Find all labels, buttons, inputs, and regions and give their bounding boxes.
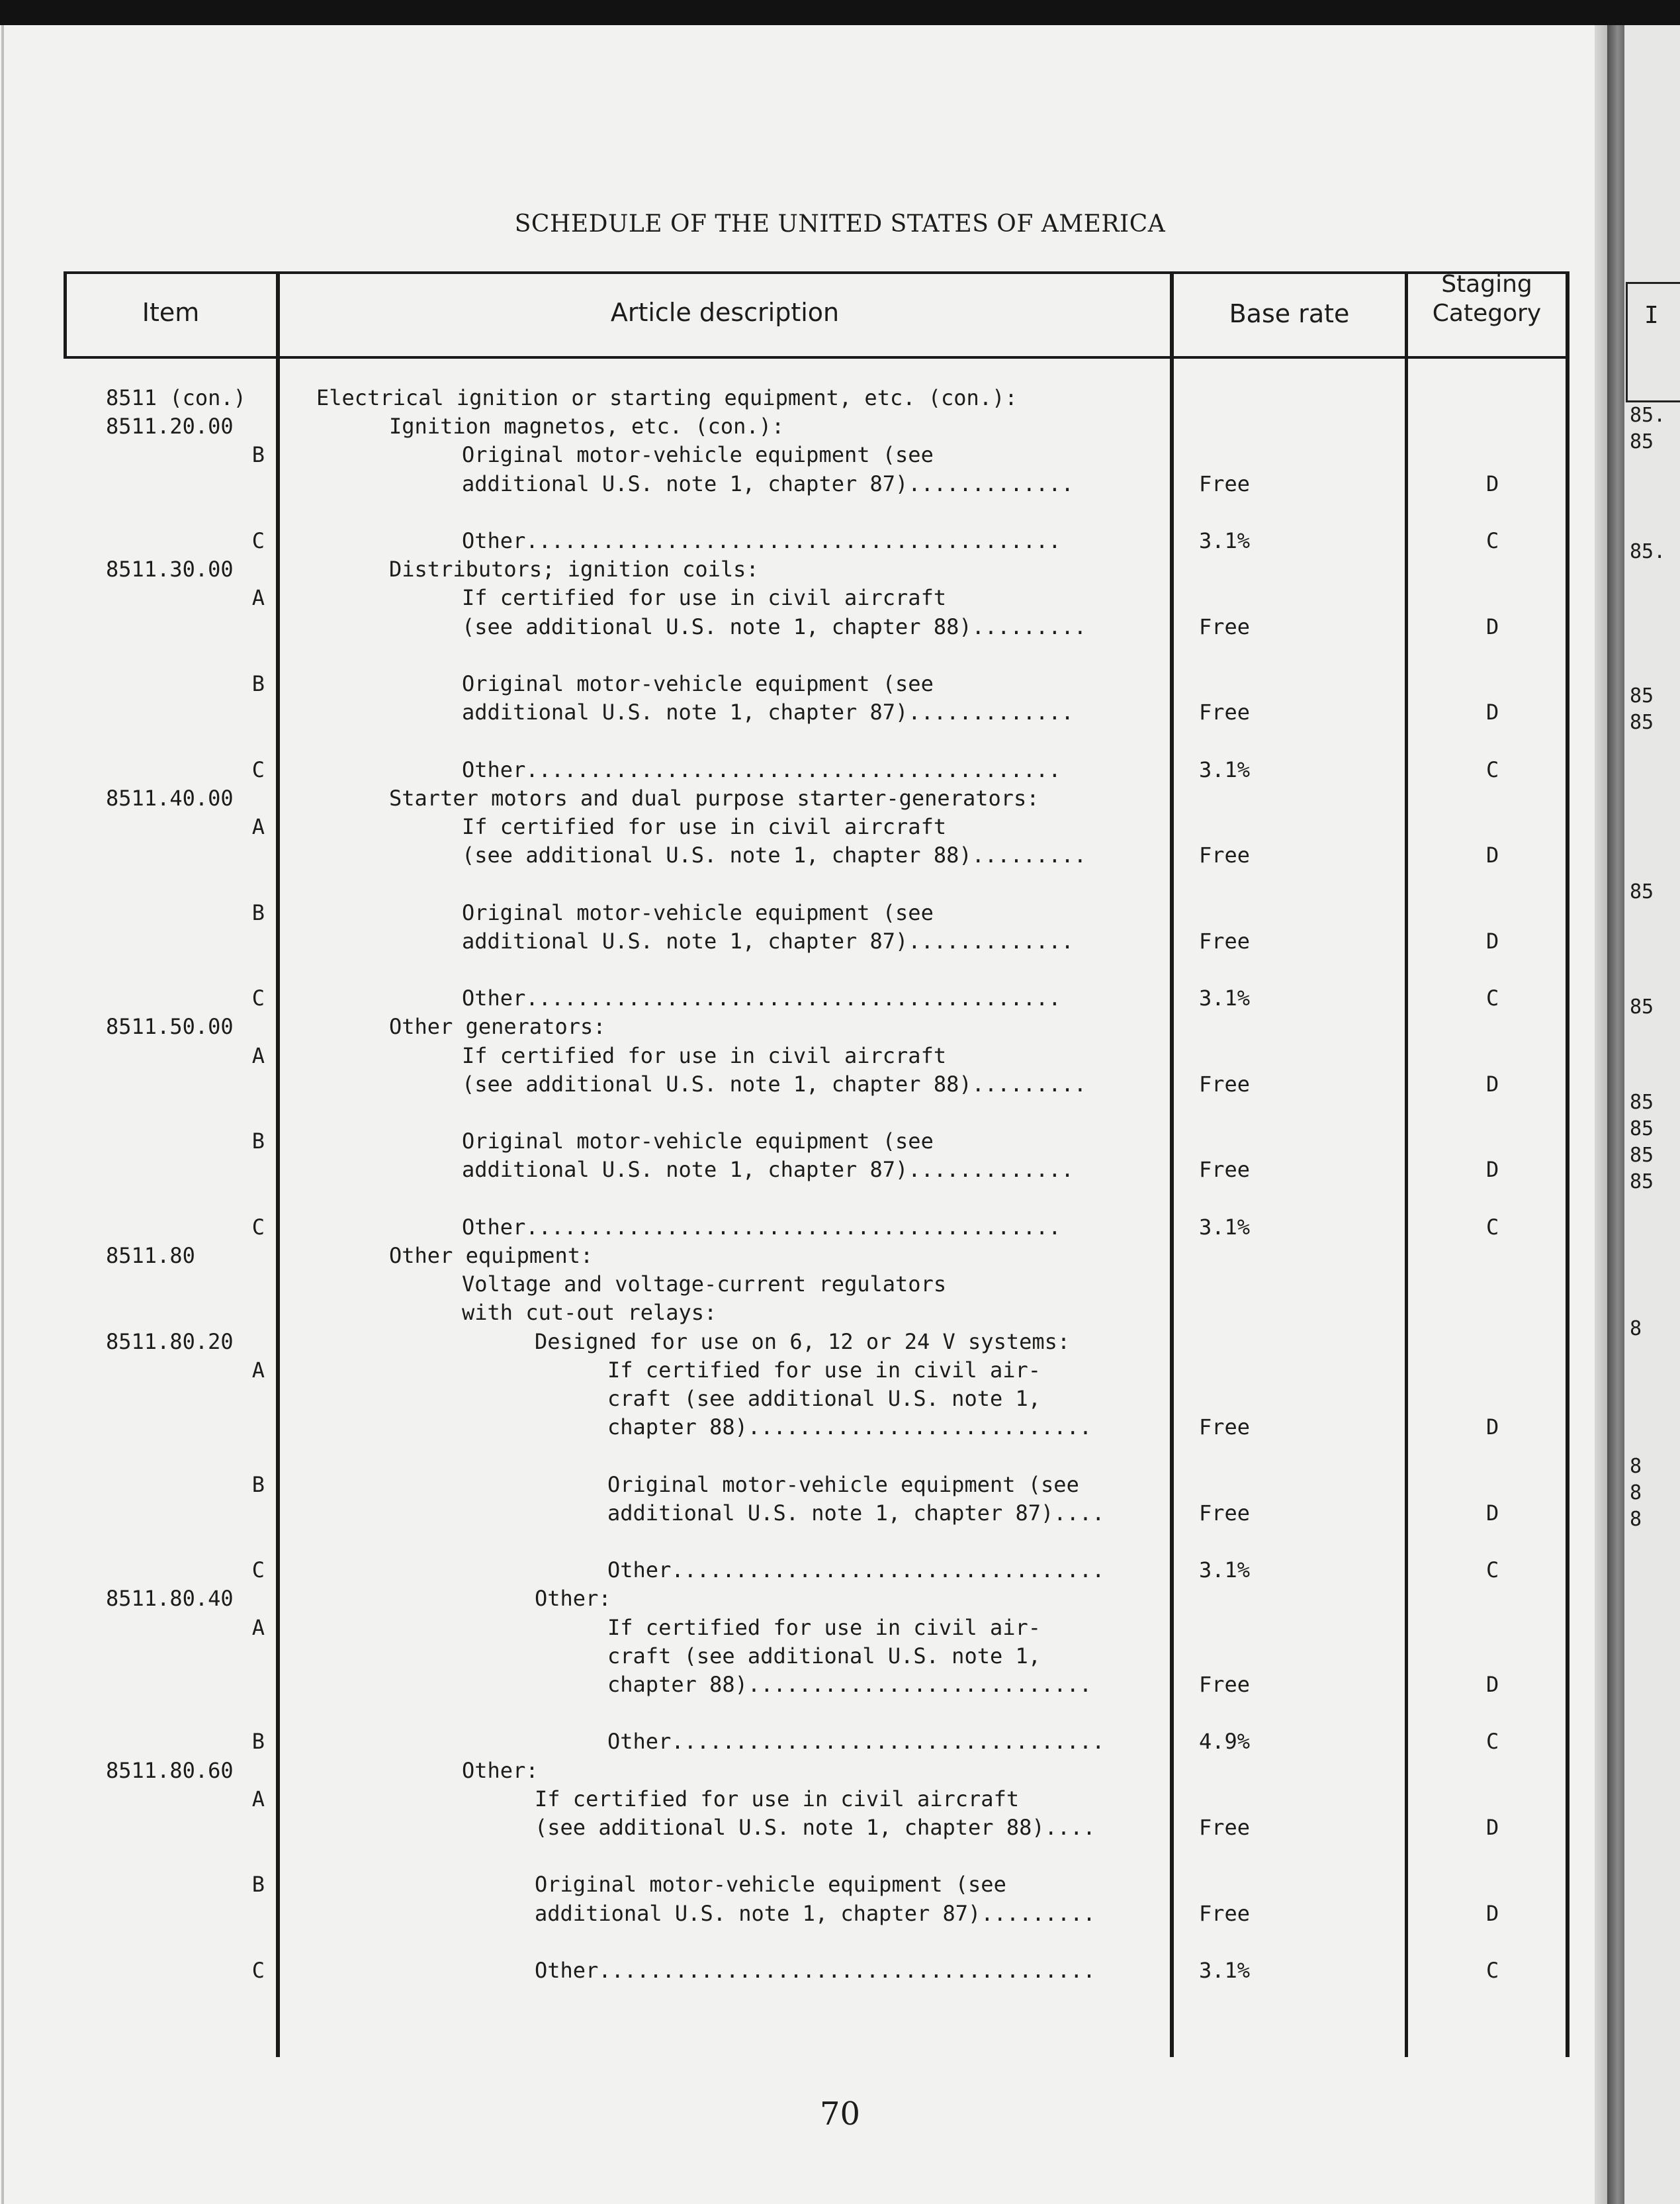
adjacent-page-item-fragment: 85 [1630,430,1654,453]
row-description: Voltage and voltage-current regulators [462,1271,947,1297]
row-description: Other.......................................... [462,986,1061,1011]
staging-header-line-2: Category [1432,300,1542,327]
row-staging-category: D [1486,614,1499,639]
row-item-code: 8511.80.60 [106,1757,234,1783]
adjacent-page-item-fragment: 8 [1630,1317,1642,1340]
row-subitem-letter: B [251,899,265,925]
row-staging-category: D [1486,928,1499,954]
row-subitem-letter: A [251,814,265,839]
page-left-edge [1,25,4,2204]
row-base-rate: Free [1199,471,1251,496]
table-header-rule [64,356,1569,359]
row-description: If certified for use in civil air- [607,1357,1041,1383]
column-header-staging-category [1408,270,1566,328]
row-description: chapter 88)........................... [607,1414,1092,1440]
row-item-code: 8511.50.00 [106,1014,234,1040]
row-base-rate: Free [1199,700,1251,725]
row-description: If certified for use in civil air- [607,1614,1041,1640]
row-item-code: 8511.30.00 [106,557,234,582]
row-base-rate: Free [1199,1414,1251,1440]
row-description: Electrical ignition or starting equipment, etc. (con.): [316,385,1018,410]
row-staging-category: D [1486,1414,1499,1440]
page-gutter [1595,25,1607,2204]
row-staging-category: C [1486,1729,1499,1755]
row-item-code: 8511.80 [106,1243,195,1268]
row-description: Other generators: [389,1014,606,1040]
table-top-rule [64,271,1569,274]
row-staging-category: C [1486,1958,1499,1983]
adjacent-page-item-fragment: 85. [1630,540,1666,563]
row-description: Other: [535,1586,611,1612]
row-base-rate: 3.1% [1199,1214,1251,1240]
adjacent-page-item-fragment: 8 [1630,1481,1642,1504]
row-staging-category: D [1486,1900,1499,1926]
adjacent-page-item-fragment: 8 [1630,1508,1642,1531]
row-subitem-letter: B [251,442,265,468]
row-staging-category: C [1486,986,1499,1011]
row-item-code: 8511.80.40 [106,1586,234,1612]
row-base-rate: Free [1199,1500,1251,1526]
row-subitem-letter: A [251,585,265,611]
adjacent-page-item-fragment: 85 [1630,1117,1654,1140]
row-description: Designed for use on 6, 12 or 24 V systems: [535,1328,1071,1354]
page-title: SCHEDULE OF THE UNITED STATES OF AMERICA [514,210,1166,238]
row-staging-category: D [1486,471,1499,496]
row-description: Other: [462,1757,539,1783]
column-header-description: Article description [610,298,840,327]
row-description: craft (see additional U.S. note 1, [607,1643,1041,1669]
row-description: Starter motors and dual purpose starter-generators: [389,785,1039,811]
adjacent-page-item-fragment: 85 [1630,880,1654,903]
row-description: (see additional U.S. note 1, chapter 88)......... [462,614,1087,639]
column-header-item: Item [142,298,200,327]
row-description: Ignition magnetos, etc. (con.): [389,414,785,439]
row-item-code: 8511.80.20 [106,1328,234,1354]
row-subitem-letter: B [251,671,265,696]
row-subitem-letter: A [251,1614,265,1640]
row-description: Original motor-vehicle equipment (see [462,899,934,925]
column-rule-description [1170,271,1174,2057]
row-base-rate: Free [1199,1071,1251,1097]
row-staging-category: D [1486,1071,1499,1097]
adjacent-page [1624,25,1680,2204]
row-description: Other.................................. [607,1729,1105,1755]
row-base-rate: Free [1199,843,1251,868]
adjacent-page-item-fragment: 85 [1630,1170,1654,1193]
row-staging-category: D [1486,843,1499,868]
book-spine [1607,25,1624,2204]
column-rule-staging [1566,271,1569,2057]
row-description: Original motor-vehicle equipment (see [462,1128,934,1154]
adjacent-page-item-fragment: 85 [1630,1091,1654,1114]
row-item-code: 8511 (con.) [106,385,246,410]
row-description: (see additional U.S. note 1, chapter 88).... [535,1815,1096,1840]
adjacent-page-header-box [1626,282,1680,402]
column-rule-item [276,271,280,2057]
row-description: If certified for use in civil aircraft [462,585,947,611]
row-staging-category: D [1486,700,1499,725]
adjacent-page-header-fragment: I [1644,302,1659,329]
row-description: Original motor-vehicle equipment (see [607,1471,1079,1497]
row-description: (see additional U.S. note 1, chapter 88)......... [462,1071,1087,1097]
row-subitem-letter: C [251,757,265,782]
row-description: Other.......................................... [462,757,1061,782]
row-subitem-letter: B [251,1872,265,1898]
row-staging-category: D [1486,1672,1499,1697]
row-subitem-letter: A [251,1042,265,1068]
row-staging-category: C [1486,1557,1499,1583]
row-base-rate: 3.1% [1199,1958,1251,1983]
row-subitem-letter: A [251,1357,265,1383]
staging-header-line-1: Staging [1441,271,1532,298]
row-description: craft (see additional U.S. note 1, [607,1386,1041,1411]
row-description: additional U.S. note 1, chapter 87)......... [535,1900,1096,1926]
row-base-rate: 3.1% [1199,757,1251,782]
row-description: with cut-out relays: [462,1300,717,1326]
row-subitem-letter: C [251,1557,265,1583]
page-number: 70 [819,2095,861,2133]
row-description: Other.......................................... [462,528,1061,553]
adjacent-page-item-fragment: 85 [1630,995,1654,1019]
row-subitem-letter: A [251,1786,265,1812]
row-description: Distributors; ignition coils: [389,557,759,582]
row-subitem-letter: C [251,1214,265,1240]
row-subitem-letter: C [251,1958,265,1983]
row-base-rate: 3.1% [1199,986,1251,1011]
row-description: additional U.S. note 1, chapter 87)............. [462,471,1074,496]
row-description: If certified for use in civil aircraft [462,814,947,839]
column-rule-base-rate [1405,271,1408,2057]
adjacent-page-item-fragment: 85 [1630,711,1654,734]
row-base-rate: 3.1% [1199,1557,1251,1583]
row-staging-category: C [1486,1214,1499,1240]
row-description: Original motor-vehicle equipment (see [462,671,934,696]
row-description: Other....................................... [535,1958,1096,1983]
row-description: additional U.S. note 1, chapter 87)............. [462,928,1074,954]
row-description: additional U.S. note 1, chapter 87).... [607,1500,1105,1526]
row-description: Original motor-vehicle equipment (see [462,442,934,468]
row-staging-category: D [1486,1157,1499,1183]
row-description: Other.................................. [607,1557,1105,1583]
row-staging-category: C [1486,757,1499,782]
row-base-rate: Free [1199,614,1251,639]
adjacent-page-item-fragment: 85. [1630,404,1666,427]
row-subitem-letter: B [251,1128,265,1154]
row-description: Original motor-vehicle equipment (see [535,1872,1006,1898]
column-header-base-rate: Base rate [1229,299,1350,328]
scan-top-border [0,0,1680,25]
row-description: If certified for use in civil aircraft [462,1042,947,1068]
row-subitem-letter: B [251,1471,265,1497]
row-description: (see additional U.S. note 1, chapter 88)......... [462,843,1087,868]
row-description: additional U.S. note 1, chapter 87)............. [462,1157,1074,1183]
row-description: Other equipment: [389,1243,594,1268]
row-description: additional U.S. note 1, chapter 87)............. [462,700,1074,725]
row-base-rate: 4.9% [1199,1729,1251,1755]
row-subitem-letter: C [251,986,265,1011]
row-item-code: 8511.20.00 [106,414,234,439]
adjacent-page-item-fragment: 85 [1630,1144,1654,1167]
row-base-rate: Free [1199,1900,1251,1926]
row-item-code: 8511.40.00 [106,785,234,811]
row-base-rate: Free [1199,928,1251,954]
adjacent-page-item-fragment: 8 [1630,1455,1642,1478]
row-description: Other.......................................... [462,1214,1061,1240]
row-description: chapter 88)........................... [607,1672,1092,1697]
row-base-rate: Free [1199,1815,1251,1840]
row-base-rate: Free [1199,1157,1251,1183]
row-subitem-letter: B [251,1729,265,1755]
row-staging-category: D [1486,1815,1499,1840]
row-description: If certified for use in civil aircraft [535,1786,1020,1812]
row-base-rate: Free [1199,1672,1251,1697]
row-staging-category: D [1486,1500,1499,1526]
row-subitem-letter: C [251,528,265,553]
row-staging-category: C [1486,528,1499,553]
row-base-rate: 3.1% [1199,528,1251,553]
adjacent-page-item-fragment: 85 [1630,684,1654,708]
